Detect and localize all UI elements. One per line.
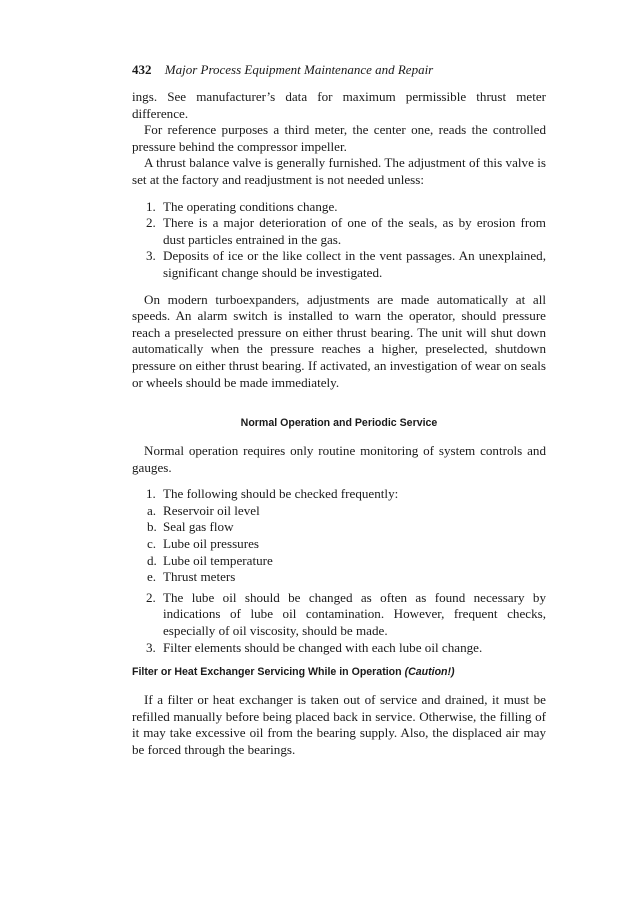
list-number: 2. [146, 215, 156, 231]
service-list [132, 486, 546, 656]
list-item [146, 486, 546, 590]
list-text: The operating conditions change. [163, 198, 338, 214]
section-heading: Normal Operation and Periodic Service [240, 417, 438, 430]
paragraph-third-meter: For reference purposes a third meter, the center one, reads the controlled pressure behind the compressor impeller. [132, 122, 546, 154]
list-number: 3. [146, 248, 156, 264]
sublist-text: Lube oil pressures [163, 536, 259, 552]
sublist-letter: d. [147, 552, 157, 568]
list-item [146, 589, 546, 640]
readjustment-conditions-list [132, 199, 546, 282]
list-item [146, 639, 546, 657]
sublist-text: Lube oil temperature [163, 552, 273, 568]
list-number: 3. [146, 639, 156, 655]
sublist-item [147, 536, 546, 553]
sublist-text: Seal gas flow [163, 519, 234, 535]
page-number: 432 [132, 62, 152, 77]
sublist-item [147, 519, 546, 536]
list-number: 2. [146, 589, 156, 605]
sublist-item [147, 569, 546, 586]
list-text: The lube oil should be changed as often as found necessary by indications of lube oil contamination. However, frequent checks, especially of oil viscosity, should be made. [163, 589, 546, 639]
sublist-letter: c. [147, 536, 157, 552]
sublist-letter: e. [147, 569, 157, 585]
list-text: The following should be checked frequently: [163, 486, 399, 502]
list-text: Filter elements should be changed with each lube oil change. [163, 639, 483, 655]
paragraph-continuation: ings. See manufacturer’s data for maximum permissible thrust meter difference. [132, 89, 546, 121]
sublist-letter: b. [147, 519, 157, 535]
list-item [146, 248, 546, 281]
caution-label: (Caution!) [404, 666, 455, 679]
list-text: Deposits of ice or the like collect in the vent passages. An unexplained, significant change should be investigated. [163, 248, 546, 280]
paragraph-thrust-valve: A thrust balance valve is generally furnished. The adjustment of this valve is set at the factory and readjustment is not needed unless: [132, 155, 546, 187]
running-header [132, 62, 546, 78]
subsection-title: Filter or Heat Exchanger Servicing While in Operation [132, 666, 402, 679]
sublist-text: Thrust meters [163, 569, 236, 585]
paragraph-normal-operation: Normal operation requires only routine monitoring of system controls and gauges. [132, 443, 546, 475]
check-sublist [147, 502, 546, 586]
list-number: 1. [146, 198, 156, 214]
list-text: There is a major deterioration of one of the seals, as by erosion from dust particles entrained in the gas. [163, 215, 546, 247]
list-item [146, 215, 546, 248]
sublist-item [147, 552, 546, 570]
document-page [132, 62, 546, 759]
paragraph-turboexpanders: On modern turboexpanders, adjustments are made automatically at all speeds. An alarm switch is installed to warn the operator, should pressure reach a preselected pressure on either thrust bearing. The unit will shut down automatically when the pressure reaches a higher, preselected, shutdown pressure on either thrust bearing. If activated, an investigation of wear on seals or wheels should be made immediately. [132, 291, 546, 390]
list-item [146, 198, 546, 216]
list-number: 1. [146, 486, 156, 502]
sublist-text: Reservoir oil level [163, 502, 260, 518]
subsection-heading [132, 666, 546, 678]
running-title: Major Process Equipment Maintenance and Repair [164, 62, 434, 77]
sublist-item [147, 502, 546, 520]
sublist-letter: a. [147, 502, 157, 518]
paragraph-filter-servicing: If a filter or heat exchanger is taken out of service and drained, it must be refilled manually before being placed back in service. Otherwise, the filling of it may take excessive oil from the bearing supply. Also, the displaced air may be forced through the bearings. [132, 692, 546, 757]
